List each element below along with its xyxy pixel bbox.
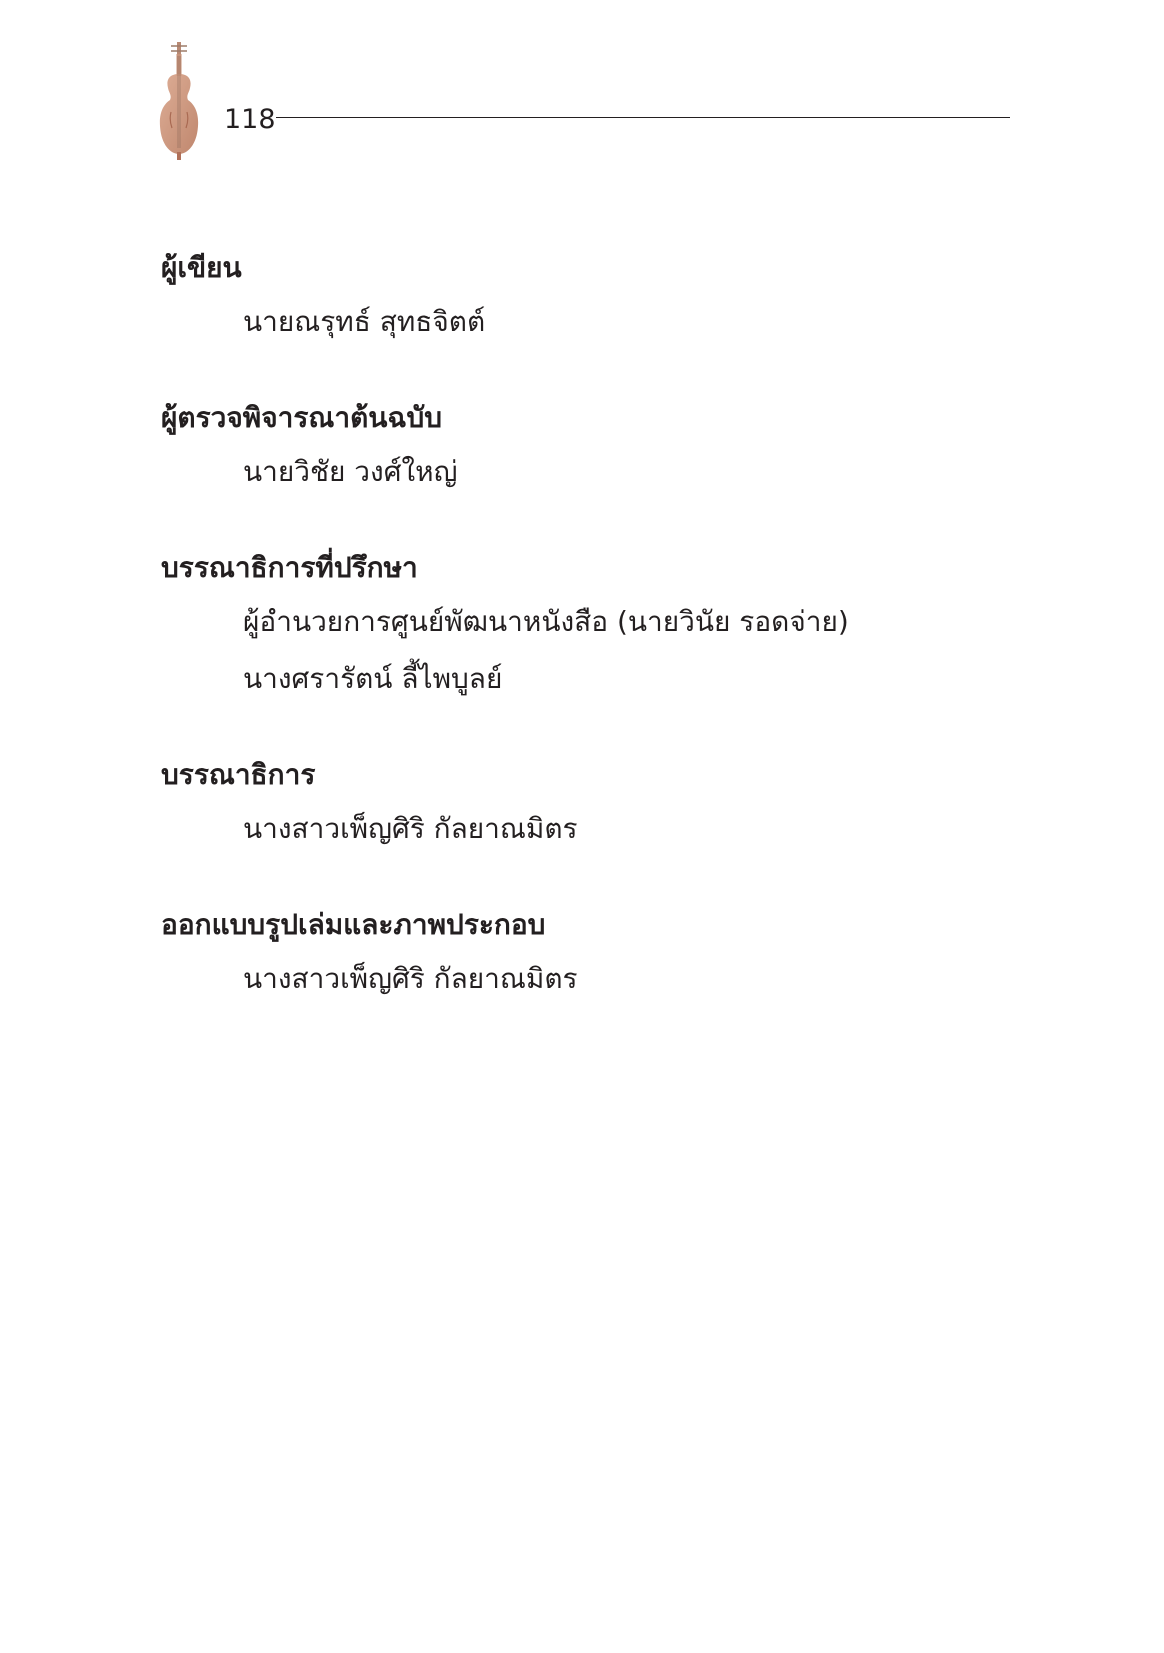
section-heading: บรรณาธิการที่ปรึกษา <box>161 551 418 584</box>
credits-list <box>161 248 1061 1055</box>
person-name: นางศรารัตน์ ลี้ไพบูลย์ <box>243 662 503 695</box>
credit-section-design-illustration <box>161 905 1061 999</box>
person-name: นางสาวเพ็ญศิริ กัลยาณมิตร <box>243 812 578 845</box>
section-heading: ผู้เขียน <box>161 251 242 284</box>
credit-section-editor <box>161 755 1061 849</box>
credit-section-manuscript-reviewer <box>161 398 1061 492</box>
header-rule <box>276 117 1010 118</box>
section-heading: ผู้ตรวจพิจารณาต้นฉบับ <box>161 401 443 434</box>
person-name: นายวิชัย วงศ์ใหญ่ <box>243 455 458 488</box>
page-header <box>0 0 1164 170</box>
person-name: ผู้อำนวยการศูนย์พัฒนาหนังสือ (นายวินัย รอดจ่าย) <box>243 605 849 638</box>
person-name: นางสาวเพ็ญศิริ กัลยาณมิตร <box>243 962 578 995</box>
page-number: 118 <box>224 104 276 135</box>
person-name: นายณรุทธ์ สุทธจิตต์ <box>243 305 486 338</box>
credit-section-author <box>161 248 1061 342</box>
section-heading: ออกแบบรูปเล่มและภาพประกอบ <box>161 908 546 941</box>
violin-icon <box>156 40 202 162</box>
section-heading: บรรณาธิการ <box>161 758 316 791</box>
credit-section-advisory-editor <box>161 548 1061 699</box>
